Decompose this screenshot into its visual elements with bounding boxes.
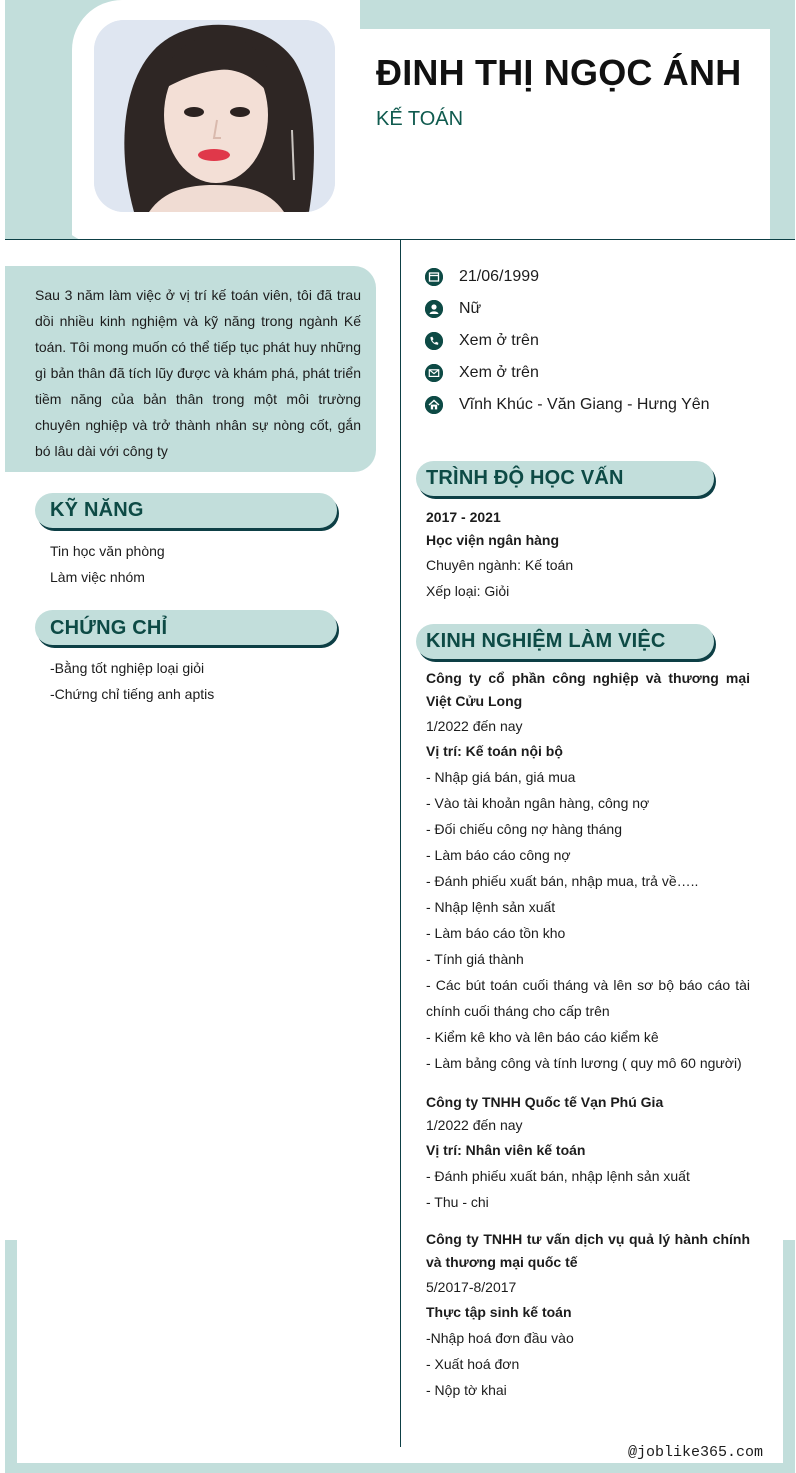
education-period: 2017 - 2021 [426,509,501,525]
skill-item: Tin học văn phòng [50,543,165,559]
summary-text: Sau 3 năm làm việc ở vị trí kế toán viên, tôi đã trau dồi nhiều kinh nghiệm và kỹ năng trong ngành Kế toán. Tôi mong muốn có thể tiếp tục phát huy những gì bản thân đã tích lũy được và khám phá, phát triển tiềm năng của bản thân trong một môi trường chuyên nghiệp và trở thành nhân sự nòng cốt, gắn bó lâu dài với công ty [35,287,361,459]
phone-text: Xem ở trên [459,332,539,349]
skills-title: KỸ NĂNG [50,499,144,521]
job-duty: - Nhập giá bán, giá mua [426,769,576,785]
home-icon [425,396,443,414]
experience-title: KINH NGHIỆM LÀM VIỆC [426,630,666,652]
column-divider [400,240,401,1447]
job-period: 1/2022 đến nay [426,718,523,734]
job-duty: - Tính giá thành [426,951,524,967]
certificate-item: -Chứng chỉ tiếng anh aptis [50,686,215,702]
job-duty: - Xuất hoá đơn [426,1356,520,1372]
job-duty: - Đánh phiếu xuất bán, nhập lệnh sản xuất [426,1168,690,1184]
job-duty: - Các bút toán cuối tháng và lên sơ bộ báo cáo tài chính cuối tháng cho cấp trên [426,977,750,1019]
job-company: Công ty TNHH tư vấn dịch vụ quả lý hành chính và thương mại quốc tế [426,1231,750,1270]
job-title: KẾ TOÁN [376,108,464,130]
education-grade: Xếp loại: Giỏi [426,583,510,599]
frame-bottom-border [5,1463,795,1473]
header-top-bar [360,0,770,29]
job-duty: - Vào tài khoản ngân hàng, công nợ [426,795,650,811]
profile-photo [94,20,335,212]
job-period: 1/2022 đến nay [426,1117,523,1133]
job-duty: - Nộp tờ khai [426,1382,507,1398]
birthday-text: 21/06/1999 [459,268,540,285]
email-text: Xem ở trên [459,364,539,381]
job-period: 5/2017-8/2017 [426,1279,517,1295]
frame-left-border [5,1240,17,1473]
job-position: Thực tập sinh kế toán [426,1304,572,1320]
calendar-icon [425,268,443,286]
phone-icon [425,332,443,350]
job-duty: - Làm báo cáo công nợ [426,847,571,863]
candidate-name: ĐINH THỊ NGỌC ÁNH [376,52,742,93]
education-title: TRÌNH ĐỘ HỌC VẤN [426,467,624,489]
education-major: Chuyên ngành: Kế toán [426,557,574,573]
job-position: Vị trí: Nhân viên kế toán [426,1142,586,1158]
job-duty: - Đối chiếu công nợ hàng tháng [426,821,622,837]
gender-text: Nữ [459,300,482,317]
job-duty: - Nhập lệnh sản xuất [426,899,556,915]
footer-watermark: @joblike365.com [628,1444,764,1461]
user-icon [425,300,443,318]
address-text: Vĩnh Khúc - Văn Giang - Hưng Yên [459,396,710,413]
skill-item: Làm việc nhóm [50,569,145,585]
job-duty: - Đánh phiếu xuất bán, nhập mua, trả về….. [426,873,699,889]
job-duty: - Làm bảng công và tính lương ( quy mô 60 người) [426,1055,742,1071]
job-duty: - Kiểm kê kho và lên báo cáo kiểm kê [426,1029,659,1045]
header-corner-decoration [5,195,80,240]
job-company: Công ty TNHH Quốc tế Vạn Phú Gia [426,1094,664,1110]
frame-right-border [783,1240,795,1473]
education-school: Học viện ngân hàng [426,532,560,548]
email-icon [425,364,443,382]
job-duty: - Làm báo cáo tồn kho [426,925,566,941]
job-duty: - Thu - chi [426,1194,489,1210]
certificates-title: CHỨNG CHỈ [50,617,168,639]
job-company: Công ty cổ phần công nghiệp và thương mại Việt Cửu Long [426,670,750,709]
certificate-item: -Bằng tốt nghiệp loại giỏi [50,660,205,676]
job-position: Vị trí: Kế toán nội bộ [426,743,563,759]
job-duty: -Nhập hoá đơn đầu vào [426,1330,574,1346]
